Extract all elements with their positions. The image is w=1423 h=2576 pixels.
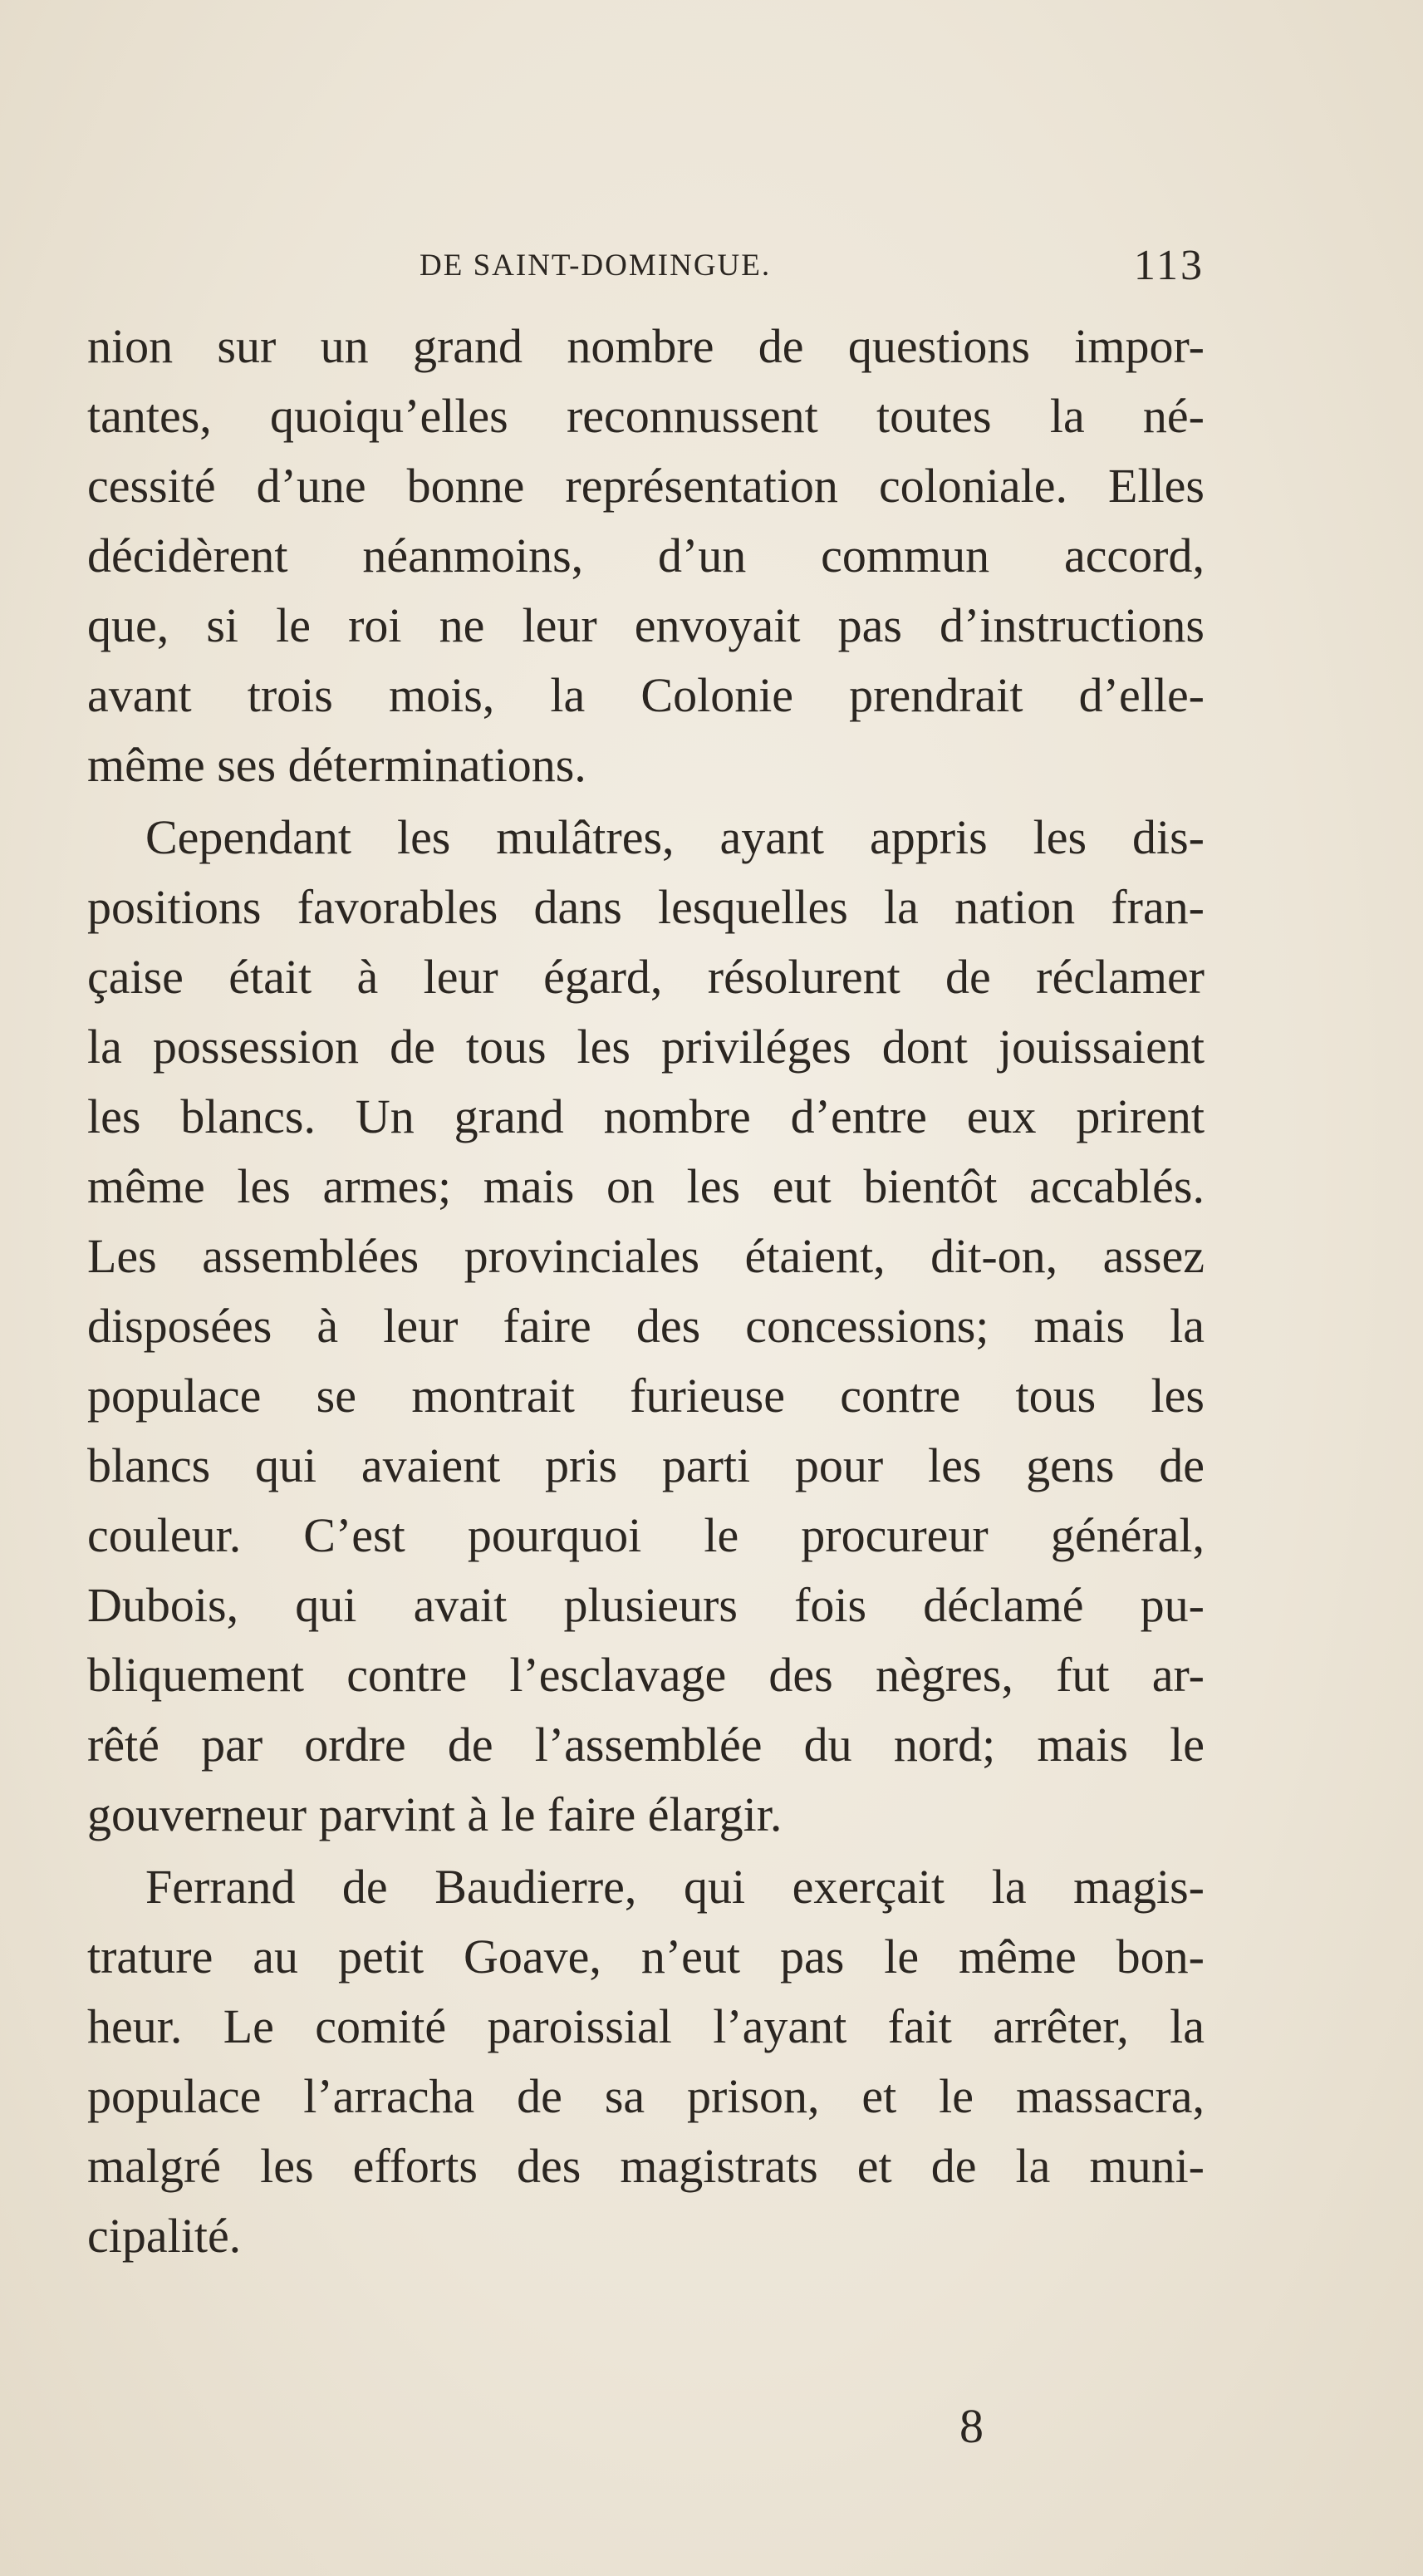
- text-line: populace se montrait furieuse contre tous les: [87, 1369, 1205, 1423]
- text-line: positions favorables dans lesquelles la nation fran-: [87, 880, 1205, 934]
- text-line: bliquement contre l’esclavage des nègres, fut ar-: [87, 1648, 1205, 1702]
- text-line: Ferrand de Baudierre, qui exerçait la magis-: [145, 1860, 1205, 1914]
- text-line: nion sur un grand nombre de questions impor-: [87, 319, 1205, 373]
- text-line: Les assemblées provinciales étaient, dit-on, assez: [87, 1229, 1205, 1283]
- text-line: trature au petit Goave, n’eut pas le même bon-: [87, 1930, 1205, 1984]
- page-number: 113: [1133, 242, 1205, 289]
- text-line: la possession de tous les priviléges dont jouissaient: [87, 1020, 1205, 1074]
- text-line: blancs qui avaient pris parti pour les gens de: [87, 1438, 1205, 1492]
- text-line: décidèrent néanmoins, d’un commun accord,: [87, 528, 1205, 583]
- text-line: avant trois mois, la Colonie prendrait d’elle-: [87, 668, 1205, 722]
- text-line: couleur. C’est pourquoi le procureur général,: [87, 1508, 1205, 1562]
- text-line: malgré les efforts des magistrats et de la muni-: [87, 2139, 1205, 2193]
- signature-mark: 8: [959, 2399, 984, 2453]
- text-line: même les armes; mais on les eut bientôt accablés.: [87, 1159, 1205, 1213]
- text-line: heur. Le comité paroissial l’ayant fait arrêter, la: [87, 1999, 1205, 2053]
- paragraph-3: [87, 1852, 1205, 2271]
- text-line: çaise était à leur égard, résolurent de réclamer: [87, 950, 1205, 1004]
- text-line: Dubois, qui avait plusieurs fois déclamé pu-: [87, 1578, 1205, 1632]
- text-line: les blancs. Un grand nombre d’entre eux prirent: [87, 1089, 1205, 1143]
- text-line: Cependant les mulâtres, ayant appris les dis-: [145, 810, 1205, 864]
- text-line: cessité d’une bonne représentation coloniale. Elles: [87, 459, 1205, 513]
- body-text: [87, 312, 1205, 2271]
- text-line: rêté par ordre de l’assemblée du nord; mais le: [87, 1718, 1205, 1772]
- text-line: disposées à leur faire des concessions; mais la: [87, 1299, 1205, 1353]
- text-line: même ses déterminations.: [87, 738, 586, 792]
- text-line: cipalité.: [87, 2209, 242, 2263]
- text-line: populace l’arracha de sa prison, et le massacra,: [87, 2069, 1205, 2123]
- text-line: tantes, quoiqu’elles reconnussent toutes la né-: [87, 389, 1205, 443]
- text-line: que, si le roi ne leur envoyait pas d’instructions: [87, 598, 1205, 652]
- paragraph-1: [87, 312, 1205, 800]
- running-title: DE SAINT-DOMINGUE.: [420, 248, 772, 283]
- running-header: [420, 237, 1205, 295]
- paragraph-2: [87, 803, 1205, 1850]
- text-line: gouverneur parvint à le faire élargir.: [87, 1787, 783, 1841]
